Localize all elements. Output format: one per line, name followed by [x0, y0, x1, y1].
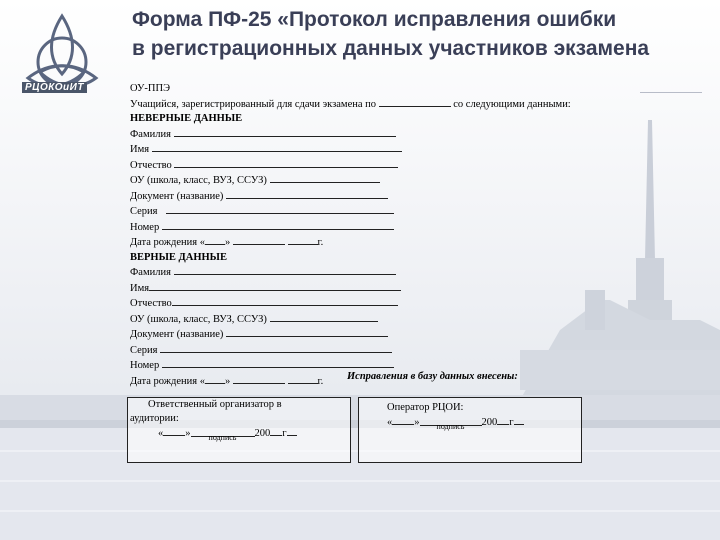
organizer-day-blank[interactable] [163, 426, 185, 436]
right-patronymic-blank[interactable] [172, 296, 398, 306]
wrong-series-blank[interactable] [166, 204, 394, 214]
date-close-quote: » [185, 428, 191, 439]
right-name-row [130, 281, 650, 297]
field-label: ОУ (школа, класс, ВУЗ, ССУЗ) [130, 175, 267, 186]
date-close-quote: » [414, 417, 420, 428]
year-suffix: г [509, 417, 514, 428]
operator-year-tail-blank[interactable] [514, 415, 524, 425]
wrong-school-blank[interactable] [270, 173, 380, 183]
field-label: Фамилия [130, 267, 171, 278]
year-prefix: 200 [254, 428, 271, 439]
field-label: Документ (название) [130, 329, 224, 340]
organizer-year-blank[interactable] [270, 426, 282, 436]
wrong-surname-row [130, 127, 650, 143]
organizer-title-line2: аудитории: [130, 413, 179, 424]
wrong-school-row [130, 173, 650, 189]
birth-mid: » [225, 237, 231, 248]
wrong-patronymic-blank[interactable] [174, 158, 398, 168]
right-birth-month-blank[interactable] [233, 374, 285, 384]
date-open-quote: « [158, 428, 164, 439]
field-label: ОУ (школа, класс, ВУЗ, ССУЗ) [130, 313, 267, 325]
wrong-series-row [130, 204, 650, 220]
student-prefix: Учащийся, зарегистрированный для сдачи экзамена по [130, 98, 377, 110]
right-school-blank[interactable] [270, 312, 378, 322]
field-label: Номер [130, 221, 160, 233]
birth-prefix: Дата рождения « [130, 375, 205, 387]
field-label: Отчество [130, 159, 172, 171]
corrections-confirmed-label: Исправления в базу данных внесены: [347, 371, 518, 382]
wrong-surname-blank[interactable] [174, 127, 396, 137]
year-suffix: г [282, 428, 287, 439]
sign-caption: подпись [208, 433, 237, 442]
field-label: Номер [130, 360, 160, 371]
wrong-patronymic-row [130, 158, 650, 174]
right-document-row [130, 327, 650, 343]
title-line-2: в регистрационных данных участников экзамена [132, 37, 650, 60]
organizer-year-tail-blank[interactable] [287, 426, 297, 436]
field-label: Имя [130, 144, 150, 155]
protocol-form [130, 82, 650, 389]
right-document-blank[interactable] [226, 327, 388, 337]
organizer-signature-blank[interactable] [191, 427, 255, 442]
student-suffix: со следующими данными: [453, 98, 571, 110]
wrong-birth-year-blank[interactable] [288, 235, 318, 245]
operator-year-blank[interactable] [497, 415, 509, 425]
student-line [130, 97, 650, 113]
logo-text: РЦОКОиИТ [22, 82, 87, 93]
wrong-birthdate-row [130, 235, 650, 251]
right-series-row [130, 343, 650, 359]
wrong-birth-month-blank[interactable] [233, 235, 285, 245]
wrong-document-blank[interactable] [226, 189, 388, 199]
organizer-title-line1: Ответственный организатор в [148, 399, 282, 410]
birth-suffix: г. [317, 237, 324, 248]
wrong-name-row [130, 142, 650, 158]
right-series-blank[interactable] [160, 343, 392, 353]
subject-blank[interactable] [379, 97, 451, 107]
field-label: Серия [130, 206, 158, 217]
wrong-document-row [130, 189, 650, 205]
year-prefix: 200 [481, 417, 498, 428]
right-surname-row [130, 265, 650, 281]
field-label: Фамилия [130, 128, 171, 140]
organizer-signature-box [127, 397, 351, 463]
right-surname-blank[interactable] [174, 265, 396, 275]
field-label: Серия [130, 344, 158, 356]
field-label: Имя [130, 282, 150, 294]
right-name-blank[interactable] [149, 281, 401, 291]
right-birth-day-blank[interactable] [205, 374, 225, 384]
wrong-data-header: НЕВЕРНЫЕ ДАННЫЕ [130, 113, 243, 124]
birth-suffix: г. [317, 375, 324, 387]
ppe-label: ОУ-ППЭ [130, 83, 171, 94]
operator-day-blank[interactable] [392, 415, 414, 425]
right-data-header: ВЕРНЫЕ ДАННЫЕ [130, 251, 227, 263]
wrong-birth-day-blank[interactable] [205, 235, 225, 245]
field-label: Отчество [130, 298, 172, 309]
right-birth-year-blank[interactable] [288, 374, 318, 384]
birth-mid: » [225, 375, 231, 387]
right-number-blank[interactable] [162, 358, 394, 368]
operator-signature-box [358, 397, 582, 463]
operator-title: Оператор РЦОИ: [387, 402, 464, 413]
birth-prefix: Дата рождения « [130, 237, 205, 248]
wrong-number-row [130, 220, 650, 236]
wrong-name-blank[interactable] [152, 142, 402, 152]
operator-sign-line [359, 415, 581, 430]
field-label: Документ (название) [130, 190, 224, 202]
date-open-quote: « [387, 417, 393, 428]
operator-signature-blank[interactable] [420, 416, 482, 431]
right-school-row [130, 312, 650, 328]
organizer-sign-line [128, 426, 350, 441]
wrong-number-blank[interactable] [162, 220, 394, 230]
page-title [132, 5, 720, 63]
title-line-1: Форма ПФ-25 «Протокол исправления ошибки [132, 8, 617, 31]
sign-caption: подпись [436, 422, 465, 431]
right-patronymic-row [130, 296, 650, 312]
